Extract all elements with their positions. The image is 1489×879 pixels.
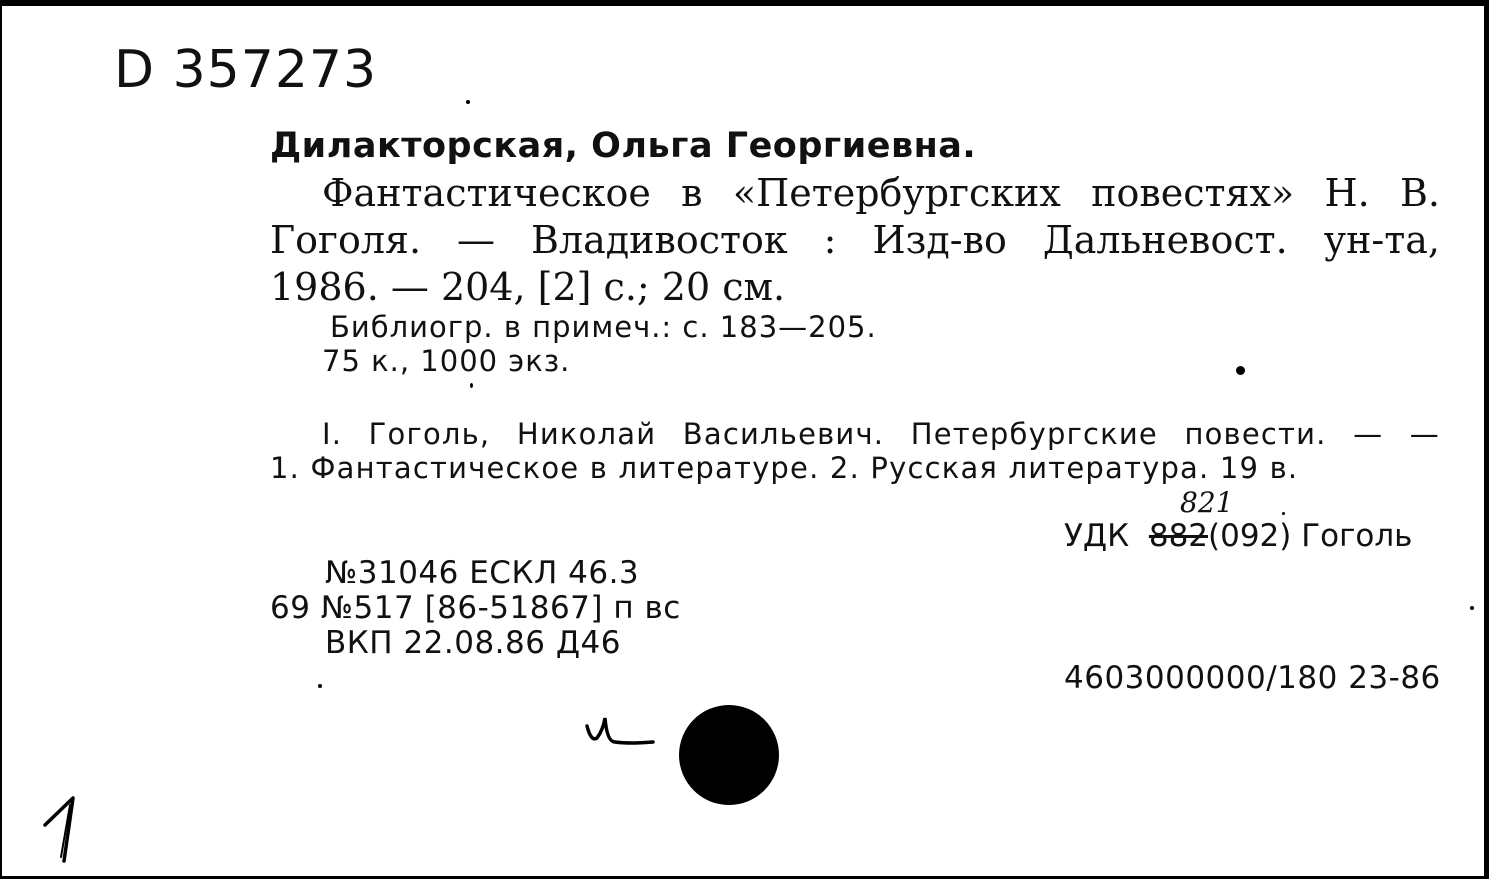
udk-struck-code: 882 [1148,518,1209,554]
subject-line-2: 1. Фантастическое в литературе. 2. Русская литература. 19 в. [270,451,1299,485]
author-heading: Дилакторская, Ольга Георгиевна. [270,126,977,166]
ink-speck [1470,606,1474,610]
card-border-top [0,0,1489,6]
ink-speck [318,684,322,688]
subject-line-1: I. Гоголь, Николай Васильевич. Петербургские повести. — — [322,417,1440,451]
punch-hole [679,705,779,805]
ink-speck [1236,366,1245,375]
udk-classification [1064,518,1412,554]
title-block [270,170,1440,311]
udk-label: УДК [1064,518,1130,554]
title-line-1: Фантастическое в «Петербургских повестях» Н. В. [322,171,1440,215]
title-line-2: Гоголя. — Владивосток : Изд-во Дальневост. ун-та, [270,218,1440,262]
registry-line-1: №31046 ЕСКЛ 46.3 [325,555,640,591]
registry-line-2: 69 №517 [86-51867] п вс [270,590,681,626]
price-print-run: 75 к., 1000 экз. [322,344,571,378]
ink-speck [470,383,473,388]
ink-speck [466,100,470,104]
handwritten-mark [585,712,655,752]
isbn-code: 4603000000/180 23-86 [1064,660,1441,696]
subject-headings [270,417,1440,485]
card-border-right [1484,0,1489,879]
udk-handwritten-correction: 821 [1180,486,1234,519]
call-number: D 357273 [114,40,378,100]
bibliography-note: Библиогр. в примеч.: с. 183—205. [330,310,877,344]
title-line-3: 1986. — 204, [2] с.; 20 см. [270,265,786,309]
ink-speck [1282,512,1285,515]
registry-line-3: ВКП 22.08.86 Д46 [325,625,622,661]
udk-rest: (092) Гоголь [1208,518,1413,554]
handwritten-page-number [40,795,85,865]
card-border-left [0,0,2,879]
